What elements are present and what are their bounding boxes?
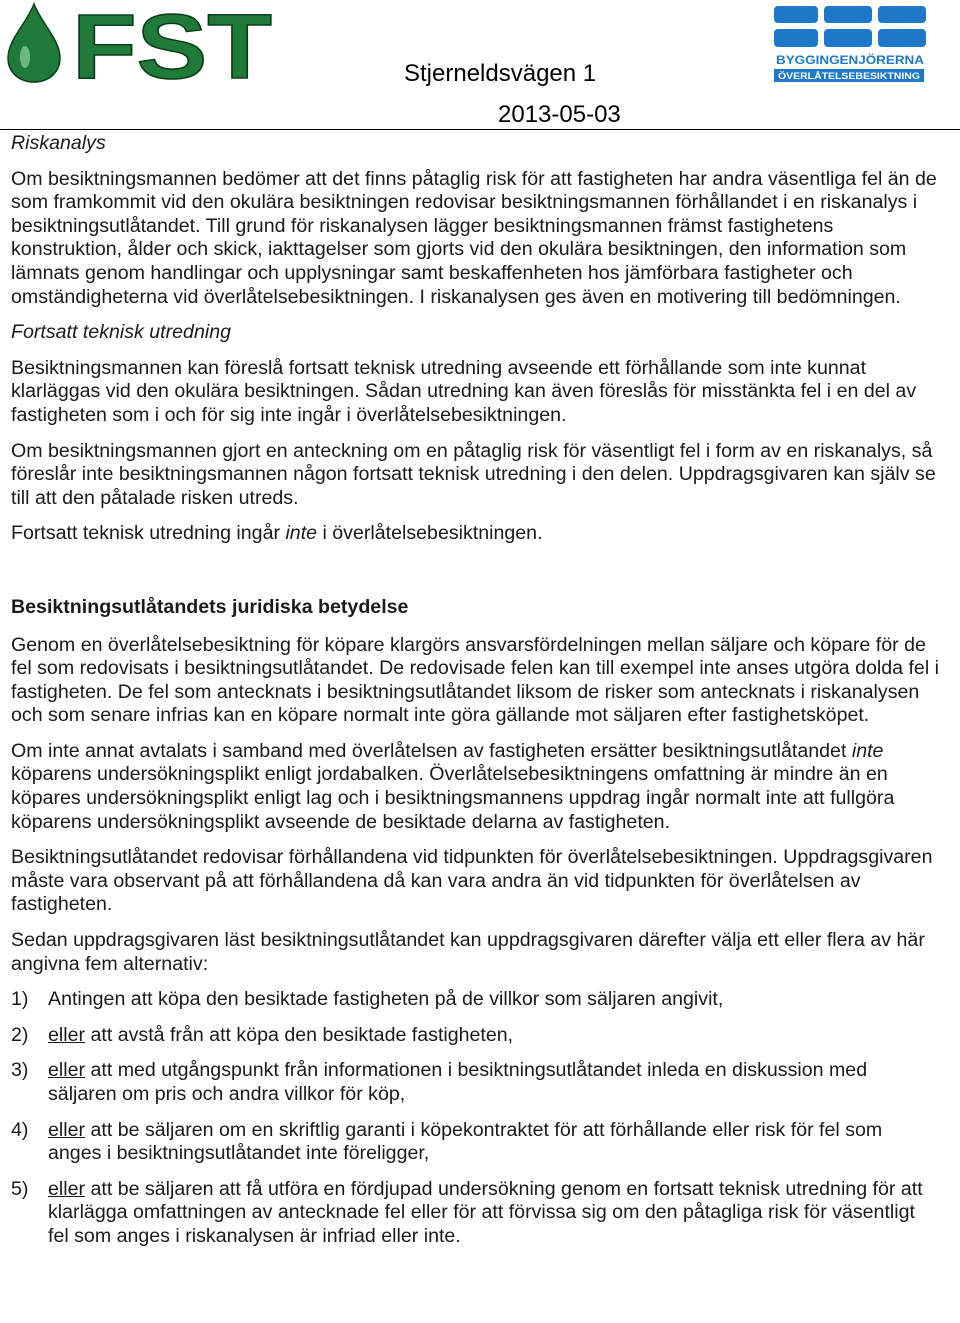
juridisk-paragraph-1: Genom en överlåtelsebesiktning för köpare klargörs ansvarsfördelningen mellan säljare och köpare för de fel som redovisats i besiktningsutlåtandet. De redovisade felen kan till exempel inte anses utgöra dolda fel i fastigheten. De fel som antecknats i besiktningsutlåtandet liksom de risker som antecknats i riskanalysen och som senare infrias kan en köpare normalt inte göra gällande mot säljaren efter fastighetsköpet.	[11, 633, 939, 727]
riskanalys-paragraph: Om besiktningsmannen bedömer att det finns påtaglig risk för att fastigheten har andra väsentliga fel än de som framkommit vid den okulära besiktningen redovisar besiktningsmannen förhållandet i en riskanalys i besiktningsutlåtandet. Till grund för riskanalysen lägger besiktningsmannen främst fastighetens konstruktion, ålder och skick, iakttagelser som gjorts vid den okulära besiktningen, den information som lämnats genom handlingar och upplysningar samt beskaffenheten hos jämförbara fastigheter och omständigheterna vid överlåtelsebesiktningen. I riskanalysen ges även en motivering till bedömningen.	[11, 167, 937, 308]
fortsatt-p3-before: Fortsatt teknisk utredning ingår	[11, 522, 286, 545]
sbr-logo-line2: ÖVERLÅTELSEBESIKTNING	[778, 71, 920, 82]
fortsatt-paragraph-2: Om besiktningsmannen gjort en anteckning om en påtaglig risk för väsentligt fel i form av en riskanalys, så föreslår inte besiktningsmannen någon fortsatt teknisk utredning i den delen. Uppdragsgivaren kan själv se till att den påtalade risken utreds.	[11, 439, 936, 509]
juridisk-paragraph-2	[11, 740, 941, 834]
fst-logo-text: FST	[72, 2, 272, 84]
juridisk-heading: Besiktningsutlåtandets juridiska betydelse	[11, 595, 409, 618]
fst-logo	[6, 2, 274, 84]
list-item-lead: eller	[48, 1059, 86, 1082]
juridisk-p2-emphasis: inte	[851, 739, 884, 762]
document-body	[11, 130, 941, 1249]
property-address: Stjerneldsvägen 1	[404, 60, 597, 87]
report-date: 2013-05-03	[498, 101, 621, 128]
juridisk-paragraph-3: Besiktningsutlåtandet redovisar förhållandena vid tidpunkten för överlåtelsebesiktningen. Uppdragsgivaren måste vara observant på att förhållandena då kan vara andra än vid tidpunkten för överlåtelsen av fastigheten.	[11, 846, 933, 916]
juridisk-paragraph-4: Sedan uppdragsgivaren läst besiktningsutlåtandet kan uppdragsgivaren därefter välja ett eller flera av här angivna fem alternativ:	[11, 929, 925, 975]
riskanalys-heading: Riskanalys	[11, 132, 106, 154]
fortsatt-p3-emphasis: inte	[285, 522, 318, 545]
juridisk-p2-before: Om inte annat avtalats i samband med överlåtelsen av fastigheten ersätter besiktningsutlåtandet	[11, 739, 852, 762]
list-item-text: att med utgångspunkt från informationen i besiktningsutlåtandet inleda en diskussion med säljaren om pris och andra villkor för köp,	[48, 1059, 868, 1105]
list-item-number: 4)	[11, 1118, 29, 1141]
list-item-lead: eller	[48, 1023, 86, 1046]
fortsatt-heading: Fortsatt teknisk utredning	[11, 321, 231, 344]
list-item-number: 3)	[11, 1059, 29, 1082]
list-item	[11, 1178, 941, 1249]
list-item-lead: eller	[48, 1118, 86, 1141]
alternatives-list	[11, 988, 941, 1248]
fortsatt-paragraph-1: Besiktningsmannen kan föreslå fortsatt teknisk utredning avseende ett förhållande som inte kunnat klarläggas vid den okulära besiktningen. Sådan utredning kan även föreslås för misstänkta fel i en del av fastigheten som i och för sig inte ingår i överlåtelsebesiktningen.	[11, 356, 917, 426]
water-drop-icon	[8, 4, 60, 82]
list-item-text: att be säljaren om en skriftlig garanti i köpekontraktet för att förhållande eller risk för fel som anges i besiktningsutlåtandet inte föreligger,	[48, 1118, 883, 1165]
fortsatt-paragraph-3	[11, 522, 941, 546]
list-item-text: att avstå från att köpa den besiktade fastigheten,	[85, 1023, 514, 1046]
list-item-number: 1)	[11, 988, 29, 1011]
list-item	[11, 1024, 941, 1048]
list-item-text: Antingen att köpa den besiktade fastigheten på de villkor som säljaren angivit,	[48, 988, 724, 1011]
list-item	[11, 1119, 941, 1166]
juridisk-p2-after: köparens undersökningsplikt enligt jordabalken. Överlåtelsebesiktningens omfattning är mindre än en köpares undersökningsplikt enligt lag och i besiktningsmannens uppdrag ingår normalt inte att fullgöra köparens undersökningsplikt avseende de besiktade delarna av fastigheten.	[11, 763, 895, 833]
list-item	[11, 1059, 941, 1106]
list-item-number: 2)	[11, 1023, 29, 1046]
list-item-lead: eller	[48, 1177, 86, 1200]
list-item	[11, 988, 941, 1012]
list-item-text: att be säljaren att få utföra en fördjupad undersökning genom en fortsatt teknisk utredning för att klarlägga omfattningen av antecknade fel eller för att förvissa sig om den påtagliga risk för väsentligt fel som anges i riskanalysen är infriad eller inte.	[48, 1177, 923, 1247]
sbr-logo-line1: BYGGINGENJÖRERNA	[776, 53, 909, 67]
byggingenjorerna-logo	[774, 6, 926, 86]
list-item-number: 5)	[11, 1177, 29, 1200]
fortsatt-p3-after: i överlåtelsebesiktningen.	[317, 522, 543, 545]
